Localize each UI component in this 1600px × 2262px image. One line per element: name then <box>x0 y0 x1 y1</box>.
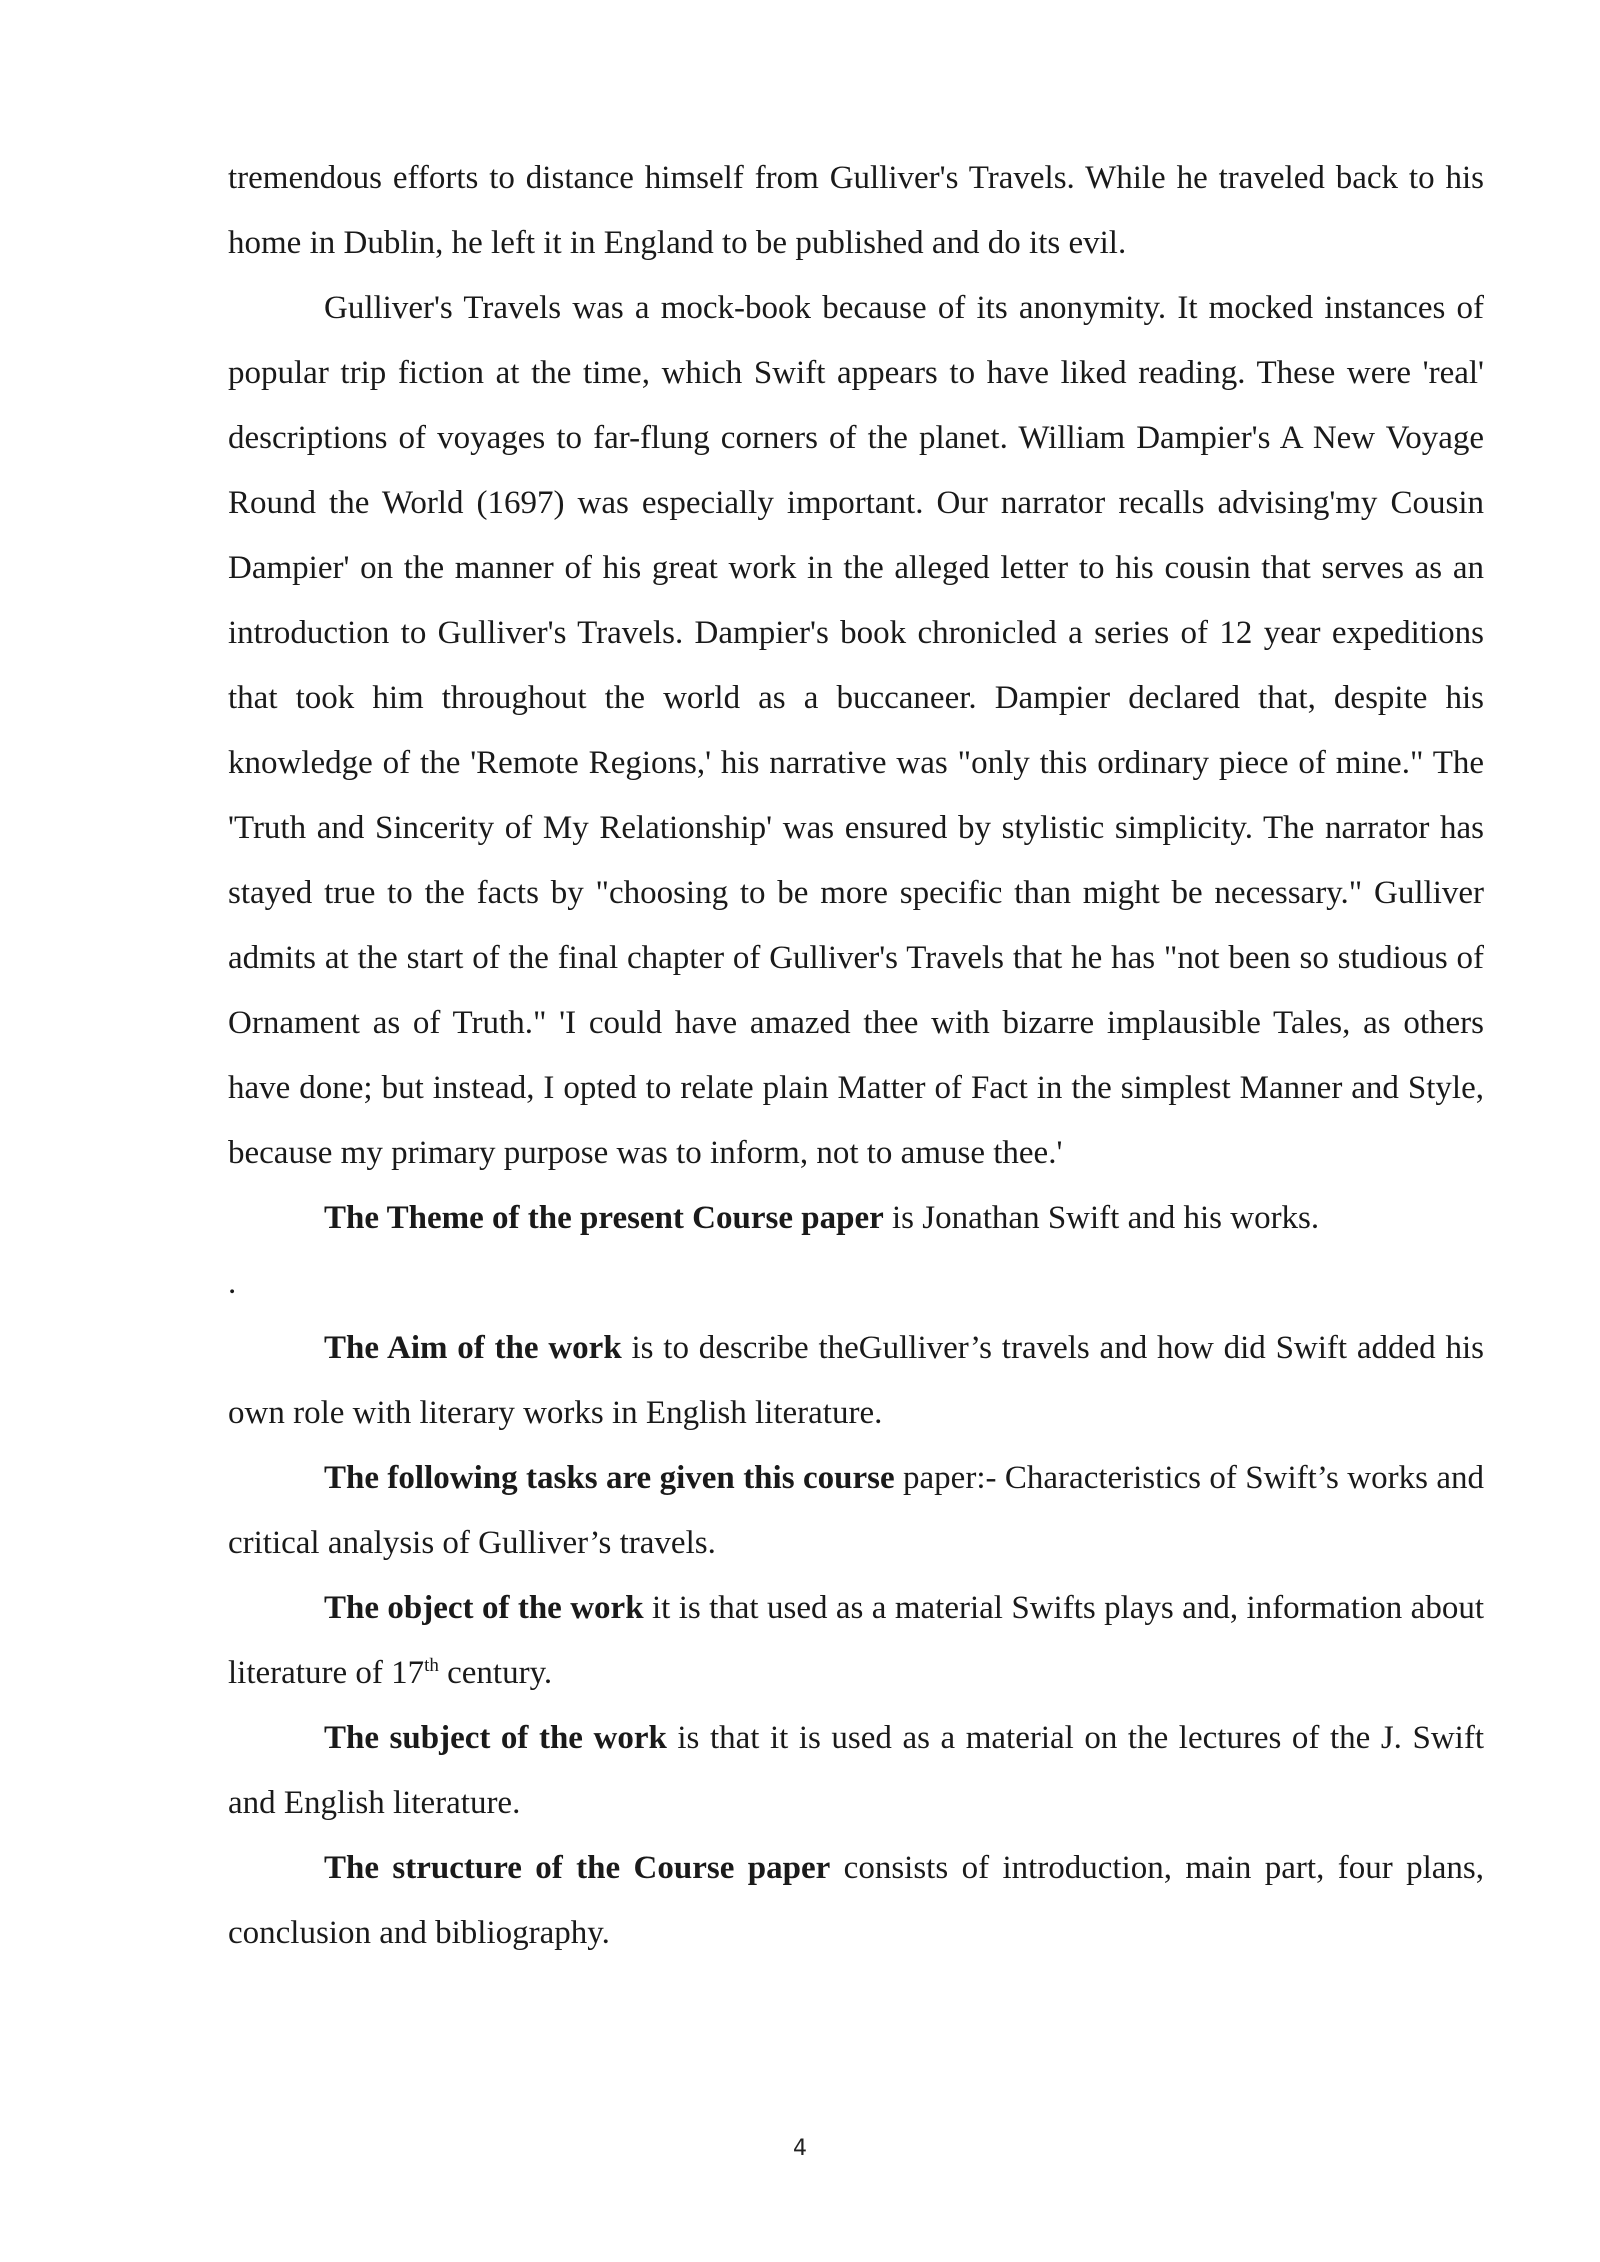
page-number: 4 <box>793 2136 807 2161</box>
object-text-end: century. <box>438 1655 553 1691</box>
aim-heading: The Aim of the work <box>324 1330 622 1366</box>
subject-heading: The subject of the work <box>324 1720 667 1756</box>
paragraph-continuation: tremendous efforts to distance himself from Gulliver's Travels. While he traveled back to his home in Dublin, he left it in England to be published and do its evil. <box>228 160 1484 261</box>
object-text: it is that used as a material Swifts plays and, information about literature of 17 <box>228 1590 1484 1691</box>
paragraph-tasks <box>228 1446 1484 1576</box>
structure-text: consists of introduction, main part, four plans, conclusion and bibliography. <box>228 1850 1484 1951</box>
tasks-heading: The following tasks are given this course <box>324 1460 895 1496</box>
theme-text: is Jonathan Swift and his works. <box>883 1200 1320 1236</box>
paragraph-subject <box>228 1706 1484 1836</box>
paragraph-object <box>228 1576 1484 1706</box>
subject-text: is that it is used as a material on the lectures of the J. Swift and English literature. <box>228 1720 1484 1821</box>
paragraph-aim <box>228 1316 1484 1446</box>
aim-text: is to describe theGulliver’s travels and how did Swift added his own role with literary works in English literature. <box>228 1330 1484 1431</box>
theme-heading: The Theme of the present Course paper <box>324 1200 884 1236</box>
paragraph-structure <box>228 1836 1484 1966</box>
paragraph-theme <box>228 1186 1484 1251</box>
object-heading: The object of the work <box>324 1590 644 1626</box>
stray-dot: . <box>228 1265 237 1301</box>
paragraph-mock-book: Gulliver's Travels was a mock-book because of its anonymity. It mocked instances of popular trip fiction at the time, which Swift appears to have liked reading. These were 'real' descriptions of voyages to far-flung corners of the planet. William Dampier's A New Voyage Round the World (1697) was especially important. Our narrator recalls advising'my Cousin Dampier' on the manner of his great work in the alleged letter to his cousin that serves as an introduction to Gulliver's Travels. Dampier's book chronicled a series of 12 year expeditions that took him throughout the world as a buccaneer. Dampier declared that, despite his knowledge of the 'Remote Regions,' his narrative was "only this ordinary piece of mine." The 'Truth and Sincerity of My Relationship' was ensured by stylistic simplicity. The narrator has stayed true to the facts by "choosing to be more specific than might be necessary." Gulliver admits at the start of the final chapter of Gulliver's Travels that he has "not been so studious of Ornament as of Truth." 'I could have amazed thee with bizarre implausible Tales, as others have done; but instead, I opted to relate plain Matter of Fact in the simplest Manner and Style, because my primary purpose was to inform, not to amuse thee.' <box>228 290 1484 1171</box>
body-text <box>228 146 1484 1966</box>
ordinal-superscript: th <box>424 1655 439 1676</box>
structure-heading: The structure of the Course paper <box>324 1850 831 1886</box>
tasks-text: paper:- Characteristics of Swift’s works and critical analysis of Gulliver’s travels. <box>228 1460 1484 1561</box>
